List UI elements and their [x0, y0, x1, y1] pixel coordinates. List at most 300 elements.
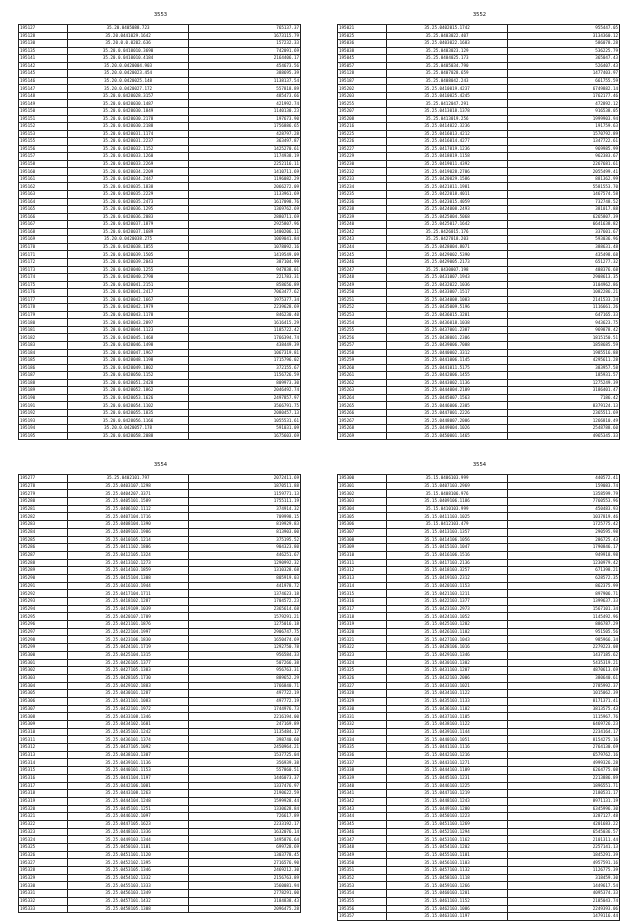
amount-cell: 949918.98 — [507, 551, 619, 559]
amount-cell: 398740.60 — [188, 736, 300, 744]
table-row — [19, 138, 301, 146]
table-row — [338, 424, 620, 432]
row-id-cell: 195168 — [19, 228, 68, 236]
parcel-code-cell: 35.15.0434103.1122 — [387, 690, 507, 698]
amount-cell: 1495876.64 — [188, 836, 300, 844]
table-row — [338, 882, 620, 890]
table-row — [338, 387, 620, 395]
amount-cell: 497772.19 — [188, 697, 300, 705]
table-row — [338, 251, 620, 259]
row-id-cell: 195311 — [338, 559, 387, 567]
parcel-code-cell: 35.25.0412105.1324 — [68, 551, 188, 559]
row-id-cell: 195128 — [19, 32, 68, 40]
table-row — [19, 498, 301, 506]
table-row — [338, 357, 620, 365]
table-row — [338, 100, 620, 108]
table-row — [338, 77, 620, 85]
parcel-code-cell: 35.25.0439006.7008 — [387, 341, 507, 349]
row-id-cell: 195248 — [338, 274, 387, 282]
row-id-cell: 195189 — [19, 387, 68, 395]
row-id-cell: 195025 — [338, 32, 387, 40]
row-id-cell: 195232 — [338, 168, 387, 176]
amount-cell: 647165.33 — [507, 311, 619, 319]
row-id-cell: 195315 — [338, 590, 387, 598]
table-row — [19, 536, 301, 544]
amount-cell: 2279223.08 — [507, 644, 619, 652]
table-row — [19, 183, 301, 191]
amount-cell: 819929.83 — [188, 521, 300, 529]
amount-cell: 8154275.16 — [507, 736, 619, 744]
parcel-code-cell: 35.25.0436018.1038 — [387, 319, 507, 327]
amount-cell: 318459.30 — [507, 874, 619, 882]
amount-cell: 2365614.68 — [188, 605, 300, 613]
table-row — [19, 77, 301, 85]
amount-cell: 1425270.61 — [188, 145, 300, 153]
table-row — [19, 874, 301, 882]
row-id-cell: 195141 — [19, 55, 68, 63]
table-row — [338, 767, 620, 775]
table-row — [338, 582, 620, 590]
row-id-cell: 195269 — [338, 432, 387, 440]
table-row — [338, 759, 620, 767]
table-row — [19, 357, 301, 365]
amount-cell: 6265807.39 — [507, 213, 619, 221]
parcel-code-cell: 35.15.0415103.1047 — [387, 544, 507, 552]
row-id-cell: 195296 — [19, 621, 68, 629]
table-row — [338, 55, 620, 63]
amount-cell: 1410711.69 — [188, 168, 300, 176]
row-id-cell: 195340 — [338, 782, 387, 790]
amount-cell: 2716576.90 — [188, 859, 300, 867]
amount-cell: 1715796.02 — [188, 357, 300, 365]
parcel-code-cell: 35.25.0416014.4277 — [387, 138, 507, 146]
amount-cell: 1675603.69 — [188, 432, 300, 440]
table-row — [19, 123, 301, 131]
table-row — [338, 341, 620, 349]
table-row — [338, 813, 620, 821]
table-row — [19, 236, 301, 244]
table-row — [338, 751, 620, 759]
row-id-cell: 195317 — [338, 605, 387, 613]
parcel-code-cell: 35.25.0432022.1036 — [387, 281, 507, 289]
parcel-code-cell: 35.25.0443002.1136 — [387, 379, 507, 387]
table-row — [19, 221, 301, 229]
parcel-code-cell: 35.25.0422104.1997 — [68, 628, 188, 636]
parcel-code-cell: 35.20.0.0420034.2447 — [68, 175, 188, 183]
amount-cell: 3186401.47 — [507, 387, 619, 395]
parcel-code-cell: 35.15.0447103.1219 — [387, 790, 507, 798]
parcel-code-cell: 35.20.0.0420042.1667 — [68, 296, 188, 304]
parcel-code-cell: 35.20.0.0420033.2269 — [68, 160, 188, 168]
amount-cell: 1567101.34 — [507, 605, 619, 613]
amount-cell: 1275249.39 — [507, 379, 619, 387]
row-id-cell: 195266 — [338, 409, 387, 417]
parcel-code-cell: 35.25.0431101.1083 — [68, 697, 188, 705]
row-id-cell: 195314 — [19, 759, 68, 767]
parcel-code-cell: 35.15.0454103.1202 — [387, 844, 507, 852]
parcel-code-cell: 35.25.0407028.659 — [387, 70, 507, 78]
row-id-cell: 195229 — [338, 153, 387, 161]
row-id-cell: 195281 — [19, 505, 68, 513]
parcel-code-cell: 35.25.0427105.1383 — [68, 667, 188, 675]
row-id-cell: 195153 — [19, 130, 68, 138]
table-row — [338, 311, 620, 319]
row-id-cell: 195330 — [19, 882, 68, 890]
parcel-code-cell: 35.25.0413018.1378 — [387, 108, 507, 116]
amount-cell: 557818.89 — [188, 85, 300, 93]
table-row — [19, 528, 301, 536]
amount-cell: 2764130.69 — [507, 744, 619, 752]
row-id-cell: 195258 — [338, 349, 387, 357]
parcel-code-cell: 35.15.0433103.1021 — [387, 682, 507, 690]
table-row — [338, 32, 620, 40]
table-row — [338, 590, 620, 598]
parcel-code-cell: 35.25.0420107.1709 — [68, 613, 188, 621]
parcel-code-cell: 35.25.0414022.3236 — [387, 123, 507, 131]
table-row — [338, 644, 620, 652]
amount-cell: 2365511.69 — [507, 409, 619, 417]
table-row — [338, 92, 620, 100]
table-row — [338, 183, 620, 191]
parcel-code-cell: 35.20.0.0420052.1862 — [68, 387, 188, 395]
row-id-cell: 195325 — [338, 667, 387, 675]
table-row — [338, 70, 620, 78]
amount-cell: 3813575.43 — [507, 705, 619, 713]
parcel-code-cell: 35.25.0450001.1465 — [387, 432, 507, 440]
parcel-code-cell: 35.15.0451103.1269 — [387, 820, 507, 828]
table-row — [19, 213, 301, 221]
amount-cell: 1303778.45 — [188, 851, 300, 859]
row-id-cell: 195317 — [19, 782, 68, 790]
row-id-cell: 195352 — [338, 874, 387, 882]
table-row — [19, 175, 301, 183]
amount-cell: 3287127.48 — [507, 813, 619, 821]
amount-cell: 2778291.00 — [188, 890, 300, 898]
row-id-cell: 195293 — [19, 598, 68, 606]
amount-cell: 1015062.39 — [507, 690, 619, 698]
row-id-cell: 195242 — [338, 228, 387, 236]
amount-cell: 3104962.86 — [507, 281, 619, 289]
parcel-code-cell: 35.25.0454102.1332 — [68, 874, 188, 882]
amount-cell: 1673115.79 — [188, 32, 300, 40]
table-row — [338, 153, 620, 161]
parcel-code-cell: 35.25.0456103.1349 — [68, 890, 188, 898]
parcel-code-cell: 35.20.0.0420028.3157 — [68, 92, 188, 100]
amount-cell: 6749882.14 — [507, 85, 619, 93]
table-row — [338, 505, 620, 513]
row-id-cell: 195325 — [19, 844, 68, 852]
table-row — [19, 682, 301, 690]
row-id-cell: 195349 — [338, 851, 387, 859]
table-row — [338, 651, 620, 659]
row-id-cell: 195180 — [19, 319, 68, 327]
amount-cell: 628572.35 — [507, 574, 619, 582]
amount-cell: 197673.90 — [188, 115, 300, 123]
amount-cell: 3134360.12 — [507, 32, 619, 40]
row-id-cell: 195195 — [19, 432, 68, 440]
row-id-cell: 195321 — [338, 636, 387, 644]
parcel-code-cell: 35.20.0.0420038.1055 — [68, 243, 188, 251]
parcel-code-cell: 35.25.0417104.1711 — [68, 590, 188, 598]
amount-cell: 374914.32 — [188, 505, 300, 513]
table-row — [19, 828, 301, 836]
row-id-cell: 195318 — [338, 613, 387, 621]
row-id-cell: 195334 — [338, 736, 387, 744]
parcel-code-cell: 35.20.0.0420039.1505 — [68, 251, 188, 259]
amount-cell: 507266.38 — [188, 659, 300, 667]
amount-cell: 1437185.62 — [507, 651, 619, 659]
amount-cell: 387104.99 — [188, 258, 300, 266]
parcel-code-cell: 35.20.0.0420045.1468 — [68, 334, 188, 342]
amount-cell: 497722.19 — [188, 690, 300, 698]
row-id-cell: 195155 — [19, 138, 68, 146]
table-row — [338, 797, 620, 805]
table-row — [19, 115, 301, 123]
table-row — [338, 47, 620, 55]
amount-cell: 1275016.18 — [188, 621, 300, 629]
amount-cell: 651277.32 — [507, 258, 619, 266]
parcel-code-cell: 35.20.0.0420044.1123 — [68, 326, 188, 334]
row-id-cell: 195265 — [338, 402, 387, 410]
row-id-cell: 195246 — [338, 258, 387, 266]
table-row — [338, 409, 620, 417]
table-row — [19, 40, 301, 48]
amount-cell: 6469726.23 — [507, 721, 619, 729]
parcel-code-cell: 35.25.0448103.1336 — [68, 828, 188, 836]
amount-cell: 2046492.74 — [188, 387, 300, 395]
row-id-cell: 195244 — [338, 243, 387, 251]
table-row — [338, 334, 620, 342]
row-id-cell: 195324 — [338, 659, 387, 667]
row-id-cell: 195184 — [19, 349, 68, 357]
parcel-code-cell: 35.20.0441029.1642 — [68, 32, 188, 40]
row-id-cell: 195182 — [19, 334, 68, 342]
row-id-cell: 195307 — [19, 705, 68, 713]
amount-cell: 671398.21 — [507, 567, 619, 575]
row-id-cell: 195208 — [338, 115, 387, 123]
row-id-cell: 195286 — [19, 544, 68, 552]
row-id-cell: 195297 — [19, 628, 68, 636]
table-row — [338, 621, 620, 629]
amount-cell: 2156763.89 — [188, 874, 300, 882]
row-id-cell: 195179 — [19, 311, 68, 319]
amount-cell: 365047.43 — [507, 55, 619, 63]
row-id-cell: 195190 — [19, 394, 68, 402]
row-id-cell: 195341 — [338, 790, 387, 798]
parcel-code-cell: 35.25.0419011.4392 — [387, 160, 507, 168]
row-id-cell: 195264 — [338, 394, 387, 402]
row-id-cell: 195177 — [19, 296, 68, 304]
table-row — [19, 424, 301, 432]
row-id-cell: 195345 — [338, 820, 387, 828]
amount-cell: 1756886.65 — [188, 123, 300, 131]
table-row — [338, 690, 620, 698]
parcel-code-cell: 35.15.0440103.1051 — [387, 736, 507, 744]
parcel-code-cell: 35.25.0428105.1730 — [68, 674, 188, 682]
row-id-cell: 195160 — [19, 168, 68, 176]
parcel-code-cell: 35.20.0.0420035.1838 — [68, 183, 188, 191]
amount-cell: 290595.98 — [507, 528, 619, 536]
table-row — [19, 145, 301, 153]
parcel-code-cell: 35.25.0439101.1136 — [68, 759, 188, 767]
amount-cell: 428797.28 — [188, 130, 300, 138]
parcel-code-cell: 35.15.0416106.1516 — [387, 551, 507, 559]
parcel-code-cell: 35.25.0419109.1039 — [68, 605, 188, 613]
parcel-code-cell: 35.25.0427018.203 — [387, 236, 507, 244]
row-id-cell: 195333 — [19, 905, 68, 913]
parcel-code-cell: 35.25.0411102.1806 — [68, 544, 188, 552]
parcel-code-cell: 35.20.0.0410010.4184 — [68, 55, 188, 63]
parcel-code-cell: 35.25.0435009.5196 — [387, 304, 507, 312]
row-id-cell: 195157 — [19, 153, 68, 161]
amount-cell: 956763.31 — [188, 667, 300, 675]
amount-cell: 2101311.44 — [507, 836, 619, 844]
amount-cell: 450483.93 — [507, 505, 619, 513]
table-row — [19, 551, 301, 559]
table-row — [19, 319, 301, 327]
table-row — [338, 432, 620, 440]
data-table — [18, 474, 301, 913]
table-row — [338, 567, 620, 575]
parcel-code-cell: 35.25.0408104.1390 — [68, 521, 188, 529]
table-row — [338, 559, 620, 567]
table-row — [338, 258, 620, 266]
amount-cell: 2141533.24 — [507, 296, 619, 304]
table-row — [338, 417, 620, 425]
row-id-cell: 195356 — [338, 905, 387, 913]
parcel-code-cell: 35.25.0441011.5175 — [387, 364, 507, 372]
table-row — [19, 851, 301, 859]
row-id-cell: 195355 — [338, 897, 387, 905]
table-row — [19, 281, 301, 289]
amount-cell: 765137.37 — [188, 25, 300, 33]
amount-cell: 2267681.61 — [507, 160, 619, 168]
table-row — [19, 605, 301, 613]
amount-cell: 1337476.97 — [188, 782, 300, 790]
amount-cell: 1766394.74 — [188, 334, 300, 342]
row-id-cell: 195307 — [338, 528, 387, 536]
amount-cell: 191759.63 — [507, 123, 619, 131]
table-row — [338, 221, 620, 229]
row-id-cell: 195320 — [19, 805, 68, 813]
parcel-code-cell: 35.15.0417103.2136 — [387, 559, 507, 567]
parcel-code-cell: 35.25.0421011.1981 — [387, 183, 507, 191]
row-id-cell: 195277 — [19, 475, 68, 483]
amount-cell: 943623.75 — [507, 319, 619, 327]
amount-cell: 1055531.61 — [188, 417, 300, 425]
table-row — [338, 206, 620, 214]
parcel-code-cell: 35.20.0.0420037.1879 — [68, 221, 188, 229]
amount-cell: 1078092.16 — [188, 243, 300, 251]
table-row — [338, 138, 620, 146]
parcel-code-cell: 35.15.0462103.1006 — [387, 905, 507, 913]
parcel-code-cell: 35.25.0408042.243 — [387, 77, 507, 85]
row-id-cell: 195152 — [19, 123, 68, 131]
amount-cell: 897906.71 — [507, 590, 619, 598]
parcel-code-cell: 35.20.0.0420056.1166 — [68, 417, 188, 425]
table-row — [338, 304, 620, 312]
row-id-cell: 195227 — [338, 145, 387, 153]
sheet-1 — [8, 10, 313, 446]
amount-cell: 2548788.60 — [507, 424, 619, 432]
parcel-code-cell: 35.25.0413019.256 — [387, 115, 507, 123]
parcel-code-cell: 35.20.0405088.723 — [68, 25, 188, 33]
table-row — [338, 574, 620, 582]
table-row — [19, 905, 301, 913]
parcel-code-cell: 35.25.0418019.1158 — [387, 153, 507, 161]
table-row — [338, 213, 620, 221]
table-row — [19, 47, 301, 55]
parcel-code-cell: 35.25.0420029.1586 — [387, 175, 507, 183]
amount-cell: 1358599.79 — [507, 490, 619, 498]
row-id-cell: 195304 — [338, 505, 387, 513]
parcel-code-cell: 35.25.0419028.2706 — [387, 168, 507, 176]
row-id-cell: 195254 — [338, 319, 387, 327]
parcel-code-cell: 35.25.0452102.1395 — [68, 859, 188, 867]
parcel-code-cell: 35.25.0402015.1742 — [387, 25, 507, 33]
amount-cell: 1617098.76 — [188, 198, 300, 206]
parcel-code-cell: 35.15.0410103.999 — [387, 505, 507, 513]
row-id-cell: 195239 — [338, 213, 387, 221]
parcel-code-cell: 35.15.0442103.1216 — [387, 751, 507, 759]
table-row — [19, 882, 301, 890]
row-id-cell: 195142 — [19, 62, 68, 70]
parcel-code-cell: 35.20.0.0420040.2790 — [68, 274, 188, 282]
table-row — [338, 521, 620, 529]
data-table — [337, 474, 620, 921]
amount-cell: 813903.00 — [188, 528, 300, 536]
row-id-cell: 195357 — [338, 913, 387, 921]
parcel-code-cell: 35.15.0455103.1101 — [387, 851, 507, 859]
parcel-code-cell: 35.25.0434102.1601 — [68, 721, 188, 729]
row-id-cell: 195308 — [338, 536, 387, 544]
amount-cell: 2450964.21 — [188, 744, 300, 752]
table-row — [19, 349, 301, 357]
parcel-code-cell: 35.25.0412047.291 — [387, 100, 507, 108]
amount-cell: 1067319.81 — [188, 349, 300, 357]
parcel-code-cell: 35.15.0418103.3257 — [387, 567, 507, 575]
amount-cell: 286725.43 — [507, 536, 619, 544]
row-id-cell: 195151 — [19, 115, 68, 123]
row-id-cell: 195283 — [19, 521, 68, 529]
table-row — [19, 859, 301, 867]
parcel-code-cell: 35.25.0445101.1251 — [68, 805, 188, 813]
parcel-code-cell: 35.25.0403023.129 — [387, 47, 507, 55]
table-row — [19, 160, 301, 168]
table-row — [19, 513, 301, 521]
parcel-code-cell: 35.25.0443108.1263 — [68, 790, 188, 798]
parcel-code-cell: 35.15.0437103.1105 — [387, 713, 507, 721]
amount-cell: 955447.05 — [507, 25, 619, 33]
amount-cell: 709998.15 — [188, 513, 300, 521]
table-row — [338, 498, 620, 506]
parcel-code-cell: 35.15.0422103.1377 — [387, 598, 507, 606]
amount-cell: 6264775.08 — [507, 767, 619, 775]
data-table — [18, 24, 301, 440]
row-id-cell: 195170 — [19, 243, 68, 251]
row-id-cell: 195284 — [19, 528, 68, 536]
row-id-cell: 195308 — [19, 713, 68, 721]
parcel-code-cell: 35.25.0402101.797 — [68, 475, 188, 483]
table-row — [338, 705, 620, 713]
row-id-cell: 195310 — [19, 728, 68, 736]
parcel-code-cell: 35.20.0.0420036.1295 — [68, 206, 188, 214]
parcel-code-cell: 35.15.0406103.999 — [387, 475, 507, 483]
table-row — [338, 319, 620, 327]
table-row — [338, 243, 620, 251]
row-id-cell: 195295 — [19, 613, 68, 621]
table-row — [19, 621, 301, 629]
